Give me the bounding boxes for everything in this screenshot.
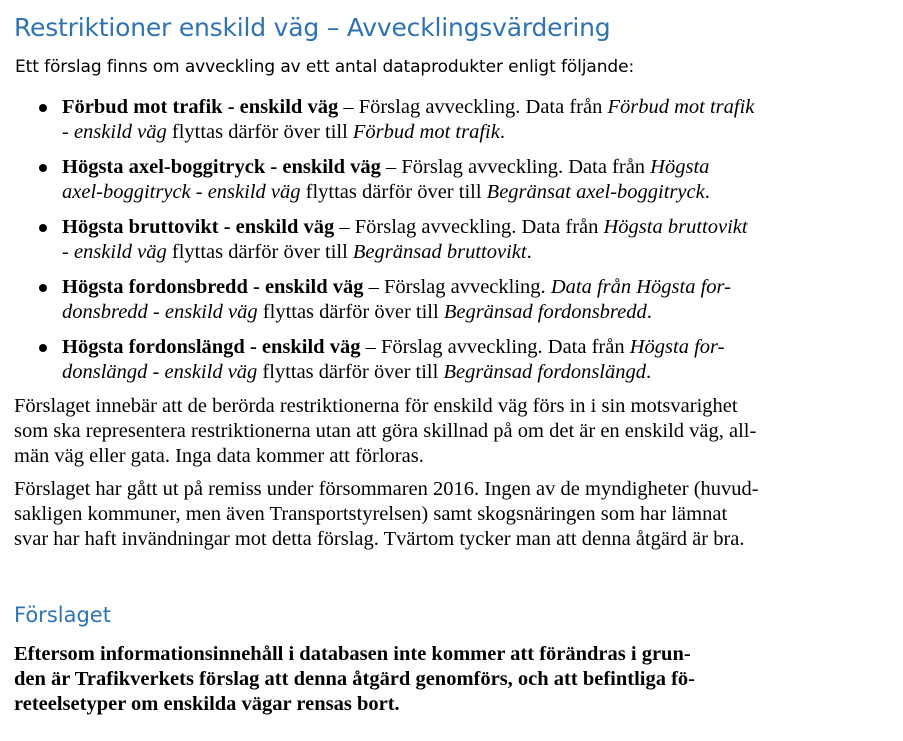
text-line: den är Trafikverkets förslag att denna åtgärd genomförs, och att befintliga fö- (14, 668, 695, 690)
item-text: flyttas därför över till (166, 241, 353, 263)
item-text: flyttas därför över till (257, 361, 444, 383)
text-line: svar har haft invändningar mot detta förslag. Tvärtom tycker man att denna åtgärd är bra. (14, 528, 745, 550)
item-end: . (499, 121, 505, 143)
item-text: – Förslag avveckling. Data från (334, 216, 604, 238)
item-text: – Förslag avveckling. Data från (380, 156, 651, 178)
text-line: sakligen kommuner, men även Transportstyrelsen) samt skogsnäringen som har lämnat (14, 503, 728, 525)
target-product: Förbud mot trafik (352, 121, 500, 143)
target-product: Begränsat axel-boggitryck (486, 181, 705, 203)
text-line: Förslaget innebär att de berörda restriktionerna för enskild väg förs in i sin motsvarighet (14, 395, 738, 417)
source-product-cont: donslängd - enskild väg (62, 361, 258, 383)
product-name: Förbud mot trafik - enskild väg (62, 96, 339, 118)
bullet-icon (39, 284, 47, 292)
source-product-cont: axel-boggitryck - enskild väg (62, 181, 301, 203)
list-item (14, 155, 884, 205)
bullet-icon (39, 104, 47, 112)
item-text: – Förslag avveckling. Data från (338, 96, 608, 118)
text-line: Förslaget har gått ut på remiss under försommaren 2016. Ingen av de myndigheter (huvud- (14, 478, 759, 500)
product-name: Högsta axel-boggitryck - enskild väg (62, 156, 381, 178)
product-name: Högsta fordonsbredd - enskild väg (62, 276, 364, 298)
list-item (14, 335, 884, 385)
list-item-text (62, 215, 884, 265)
product-name: Högsta fordonslängd - enskild väg (62, 336, 361, 358)
list-item (14, 95, 884, 145)
item-text: – Förslag avveckling. (363, 276, 551, 298)
source-product: Högsta bruttovikt (603, 216, 748, 238)
item-end: . (646, 301, 652, 323)
item-text: – Förslag avveckling. Data från (360, 336, 630, 358)
body-paragraph (14, 477, 884, 552)
list-item (14, 275, 884, 325)
product-list (14, 95, 884, 395)
list-item-text (62, 155, 884, 205)
source-product-cont: - enskild väg (62, 121, 167, 143)
target-product: Begränsad bruttovikt (352, 241, 527, 263)
body-paragraph (14, 394, 884, 469)
item-end: . (704, 181, 710, 203)
source-product: Högsta for- (629, 336, 725, 358)
conclusion-paragraph (14, 642, 884, 717)
source-product: Högsta (650, 156, 710, 178)
section-heading: Förslaget (14, 603, 111, 627)
bullet-icon (39, 224, 47, 232)
text-line: som ska representera restriktionerna utan att göra skillnad på om det är en enskild väg, all- (14, 420, 757, 442)
bullet-icon (39, 344, 47, 352)
target-product: Begränsad fordonsbredd (443, 301, 647, 323)
text-line: reteelsetyper om enskilda vägar rensas bort. (14, 693, 400, 715)
source-product: Förbud mot trafik (607, 96, 755, 118)
list-item-text (62, 275, 884, 325)
bullet-icon (39, 164, 47, 172)
target-product: Begränsad fordonslängd (443, 361, 646, 383)
text-line: Eftersom informationsinnehåll i databasen inte kommer att förändras i grun- (14, 643, 691, 665)
item-end: . (646, 361, 652, 383)
item-text: flyttas därför över till (257, 301, 444, 323)
list-item-text (62, 335, 884, 385)
item-end: . (526, 241, 532, 263)
source-product-cont: donsbredd - enskild väg (62, 301, 258, 323)
text-line: män väg eller gata. Inga data kommer att förloras. (14, 445, 424, 467)
intro-text: Ett förslag finns om avveckling av ett antal dataprodukter enligt följande: (15, 57, 635, 77)
list-item-text (62, 95, 884, 145)
page-title: Restriktioner enskild väg – Avvecklingsvärdering (14, 13, 611, 42)
item-text: flyttas därför över till (166, 121, 353, 143)
list-item (14, 215, 884, 265)
item-text: flyttas därför över till (300, 181, 487, 203)
source-product-cont: - enskild väg (62, 241, 167, 263)
product-name: Högsta bruttovikt - enskild väg (62, 216, 335, 238)
source-product: Data från Högsta for- (550, 276, 731, 298)
